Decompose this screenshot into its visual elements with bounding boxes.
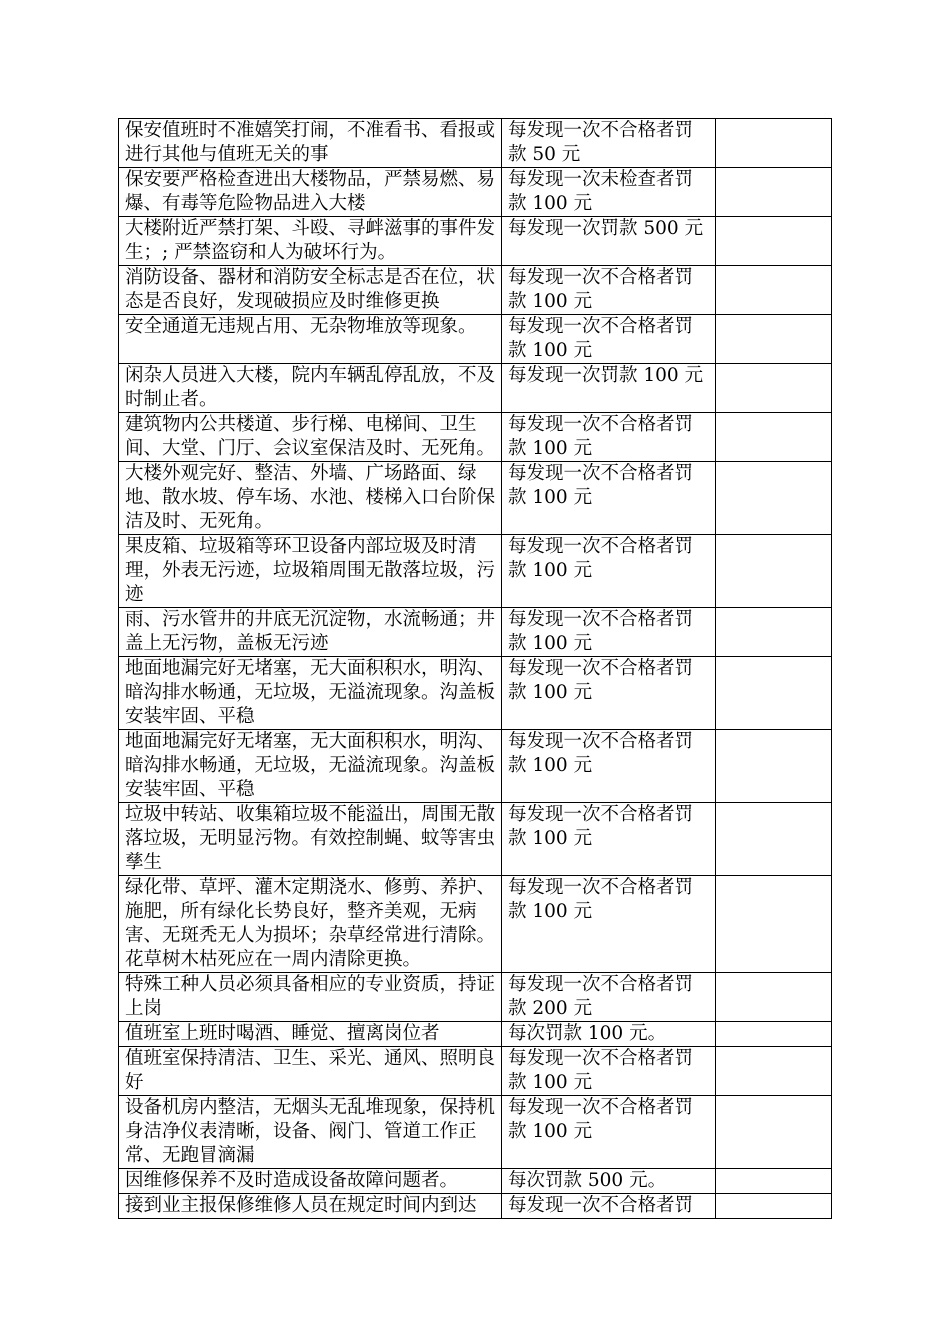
- table-row: [119, 803, 832, 876]
- note-cell: [716, 168, 832, 217]
- rule-cell: 雨、污水管井的井底无沉淀物，水流畅通；井盖上无污物，盖板无污迹: [119, 608, 502, 657]
- penalty-cell: 每发现一次不合格者罚款 200 元: [502, 973, 716, 1022]
- note-cell: [716, 608, 832, 657]
- penalty-cell: 每发现一次不合格者罚款 100 元: [502, 608, 716, 657]
- penalty-cell: 每发现一次不合格者罚款 100 元: [502, 413, 716, 462]
- penalty-cell: 每发现一次不合格者罚: [502, 1194, 716, 1219]
- table-row: [119, 1047, 832, 1096]
- rule-cell: 值班室保持清洁、卫生、采光、通风、照明良好: [119, 1047, 502, 1096]
- penalty-cell: 每次罚款 100 元。: [502, 1022, 716, 1047]
- rule-cell: 闲杂人员进入大楼，院内车辆乱停乱放，不及时制止者。: [119, 364, 502, 413]
- table-row: [119, 413, 832, 462]
- table-row: [119, 217, 832, 266]
- penalty-cell: 每发现一次罚款 100 元: [502, 364, 716, 413]
- rule-cell: 安全通道无违规占用、无杂物堆放等现象。: [119, 315, 502, 364]
- table-row: [119, 1096, 832, 1169]
- penalty-cell: 每发现一次不合格者罚款 100 元: [502, 266, 716, 315]
- note-cell: [716, 119, 832, 168]
- penalty-cell: 每发现一次不合格者罚款 100 元: [502, 462, 716, 535]
- table-row: [119, 608, 832, 657]
- table-row: [119, 1169, 832, 1194]
- rule-cell: 保安要严格检查进出大楼物品，严禁易燃、易爆、有毒等危险物品进入大楼: [119, 168, 502, 217]
- table-row: [119, 266, 832, 315]
- note-cell: [716, 657, 832, 730]
- rule-cell: 地面地漏完好无堵塞，无大面积积水，明沟、暗沟排水畅通，无垃圾，无溢流现象。沟盖板安装牢固、平稳: [119, 730, 502, 803]
- rule-cell: 地面地漏完好无堵塞，无大面积积水，明沟、暗沟排水畅通，无垃圾，无溢流现象。沟盖板安装牢固、平稳: [119, 657, 502, 730]
- penalty-cell: 每发现一次不合格者罚款 100 元: [502, 657, 716, 730]
- note-cell: [716, 1047, 832, 1096]
- note-cell: [716, 217, 832, 266]
- penalty-cell: 每次罚款 500 元。: [502, 1169, 716, 1194]
- note-cell: [716, 364, 832, 413]
- rule-cell: 因维修保养不及时造成设备故障问题者。: [119, 1169, 502, 1194]
- penalty-cell: 每发现一次不合格者罚款 100 元: [502, 1096, 716, 1169]
- penalty-cell: 每发现一次不合格者罚款 100 元: [502, 315, 716, 364]
- note-cell: [716, 1022, 832, 1047]
- rule-cell: 消防设备、器材和消防安全标志是否在位，状态是否良好，发现破损应及时维修更换: [119, 266, 502, 315]
- rule-cell: 值班室上班时喝酒、睡觉、擅离岗位者: [119, 1022, 502, 1047]
- note-cell: [716, 315, 832, 364]
- table-row: [119, 315, 832, 364]
- table-row: [119, 535, 832, 608]
- rule-cell: 绿化带、草坪、灌木定期浇水、修剪、养护、施肥，所有绿化长势良好，整齐美观，无病害、无斑秃无人为损坏；杂草经常进行清除。花草树木枯死应在一周内清除更换。: [119, 876, 502, 973]
- note-cell: [716, 803, 832, 876]
- table-row: [119, 973, 832, 1022]
- rule-cell: 建筑物内公共楼道、步行梯、电梯间、卫生间、大堂、门厅、会议室保洁及时、无死角。: [119, 413, 502, 462]
- penalty-cell: 每发现一次未检查者罚款 100 元: [502, 168, 716, 217]
- rule-cell: 垃圾中转站、收集箱垃圾不能溢出，周围无散落垃圾，无明显污物。有效控制蝇、蚊等害虫孳生: [119, 803, 502, 876]
- penalty-cell: 每发现一次不合格者罚款 100 元: [502, 535, 716, 608]
- penalty-cell: 每发现一次不合格者罚款 100 元: [502, 730, 716, 803]
- penalty-cell: 每发现一次不合格者罚款 100 元: [502, 876, 716, 973]
- rule-cell: 特殊工种人员必须具备相应的专业资质，持证上岗: [119, 973, 502, 1022]
- rule-cell: 接到业主报保修维修人员在规定时间内到达: [119, 1194, 502, 1219]
- table-row: [119, 462, 832, 535]
- penalty-cell: 每发现一次不合格者罚款 100 元: [502, 1047, 716, 1096]
- rule-cell: 果皮箱、垃圾箱等环卫设备内部垃圾及时清理，外表无污迹，垃圾箱周围无散落垃圾，污迹: [119, 535, 502, 608]
- note-cell: [716, 462, 832, 535]
- penalty-cell: 每发现一次不合格者罚款 50 元: [502, 119, 716, 168]
- table-row: [119, 657, 832, 730]
- note-cell: [716, 973, 832, 1022]
- table-row: [119, 730, 832, 803]
- note-cell: [716, 1194, 832, 1219]
- rule-cell: 设备机房内整洁，无烟头无乱堆现象，保持机身洁净仪表清晰，设备、阀门、管道工作正常、无跑冒滴漏: [119, 1096, 502, 1169]
- table-row: [119, 364, 832, 413]
- note-cell: [716, 730, 832, 803]
- rule-cell: 保安值班时不准嬉笑打闹，不准看书、看报或进行其他与值班无关的事: [119, 119, 502, 168]
- table-row: [119, 1022, 832, 1047]
- rule-cell: 大楼附近严禁打架、斗殴、寻衅滋事的事件发生；; 严禁盗窃和人为破坏行为。: [119, 217, 502, 266]
- table-row: [119, 1194, 832, 1219]
- penalty-table-body: [119, 119, 832, 1219]
- penalty-table: [118, 118, 832, 1219]
- note-cell: [716, 266, 832, 315]
- note-cell: [716, 413, 832, 462]
- penalty-cell: 每发现一次罚款 500 元: [502, 217, 716, 266]
- table-row: [119, 168, 832, 217]
- rule-cell: 大楼外观完好、整洁、外墙、广场路面、绿地、散水坡、停车场、水池、楼梯入口台阶保洁及时、无死角。: [119, 462, 502, 535]
- table-row: [119, 876, 832, 973]
- note-cell: [716, 1096, 832, 1169]
- table-row: [119, 119, 832, 168]
- note-cell: [716, 535, 832, 608]
- penalty-cell: 每发现一次不合格者罚款 100 元: [502, 803, 716, 876]
- note-cell: [716, 876, 832, 973]
- note-cell: [716, 1169, 832, 1194]
